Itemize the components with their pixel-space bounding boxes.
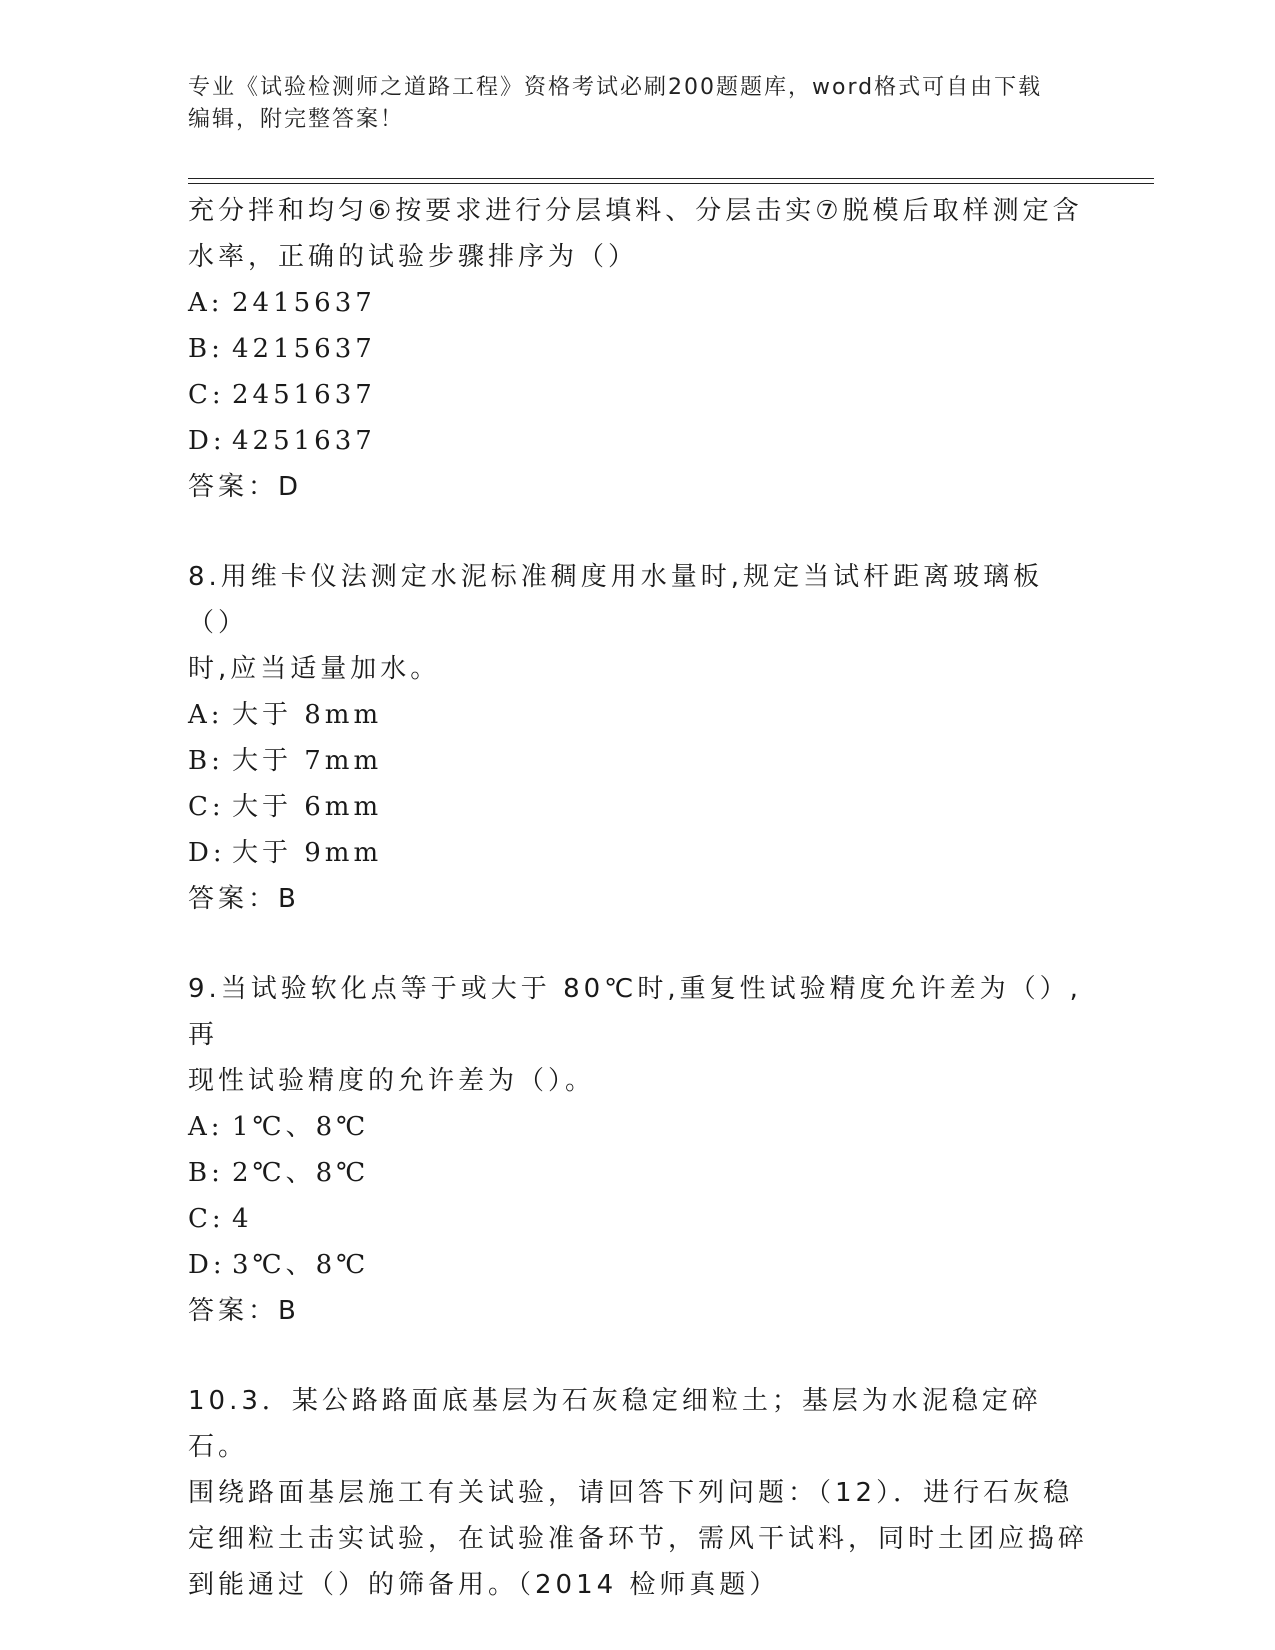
question-text-line: 8.用维卡仪法测定水泥标准稠度用水量时,规定当试杆距离玻璃板（） [188,562,1044,638]
option-b [188,738,1088,784]
document-header [188,72,1088,136]
option-a [188,1104,1088,1150]
question-text-line: 水率，正确的试验步骤排序为（） [188,242,639,272]
option-text: 2451637 [232,380,376,410]
option-label: D: [188,426,226,456]
option-text: 大于 7mm [232,746,383,776]
document-body [188,188,1088,1608]
header-line-1: 专业《试验检测师之道路工程》资格考试必刷200题题库，word格式可自由下载 [188,75,1043,100]
option-d [188,830,1088,876]
question-text [188,966,1088,1104]
question-block [188,554,1088,922]
question-text-line: 定细粒土击实试验，在试验准备环节，需风干试料，同时土团应捣碎 [188,1524,1089,1554]
answer-line: 答案：D [188,472,303,502]
option-label: B: [188,746,224,776]
option-text: 4251637 [232,426,376,456]
option-text: 大于 8mm [232,700,383,730]
option-text: 4 [232,1204,253,1234]
option-label: D: [188,838,226,868]
option-b [188,1150,1088,1196]
question-block [188,1378,1088,1608]
answer-line: 答案：B [188,884,300,914]
option-label: B: [188,1158,224,1188]
question-text-line: 围绕路面基层施工有关试验，请回答下列问题：（12）．进行石灰稳 [188,1478,1074,1508]
option-a [188,692,1088,738]
option-c [188,372,1088,418]
option-d [188,418,1088,464]
option-text: 大于 6mm [232,792,383,822]
header-line-2: 编辑，附完整答案！ [188,107,405,132]
option-c [188,784,1088,830]
option-b [188,326,1088,372]
option-a [188,280,1088,326]
question-text-line: 充分拌和均匀⑥按要求进行分层填料、分层击实⑦脱模后取样测定含 [188,196,1083,226]
option-text: 大于 9mm [232,838,383,868]
option-c [188,1196,1088,1242]
question-text-line: 时,应当适量加水。 [188,654,441,684]
option-label: C: [188,792,225,822]
option-text: 2415637 [232,288,376,318]
option-label: C: [188,1204,225,1234]
question-text-line: 现性试验精度的允许差为（）。 [188,1066,596,1096]
header-divider-bottom [188,183,1154,184]
question-text-line: 到能通过（）的筛备用。（2014 检师真题） [188,1570,780,1600]
option-label: A: [188,1112,224,1142]
question-text-line: 10.3．某公路路面底基层为石灰稳定细粒土；基层为水泥稳定碎石。 [188,1386,1042,1462]
question-text [188,188,1088,280]
option-label: A: [188,288,224,318]
question-text [188,1378,1088,1608]
option-label: B: [188,334,224,364]
question-block [188,188,1088,510]
question-text-line: 9.当试验软化点等于或大于 80℃时,重复性试验精度允许差为（）,再 [188,974,1082,1050]
header-divider-top [188,178,1154,179]
option-text: 3℃、8℃ [232,1250,370,1280]
option-text: 2℃、8℃ [232,1158,370,1188]
option-d [188,1242,1088,1288]
question-block [188,966,1088,1334]
option-text: 4215637 [232,334,376,364]
answer-line: 答案：B [188,1296,300,1326]
option-text: 1℃、8℃ [232,1112,370,1142]
option-label: A: [188,700,224,730]
option-label: C: [188,380,225,410]
question-text [188,554,1088,692]
option-label: D: [188,1250,226,1280]
